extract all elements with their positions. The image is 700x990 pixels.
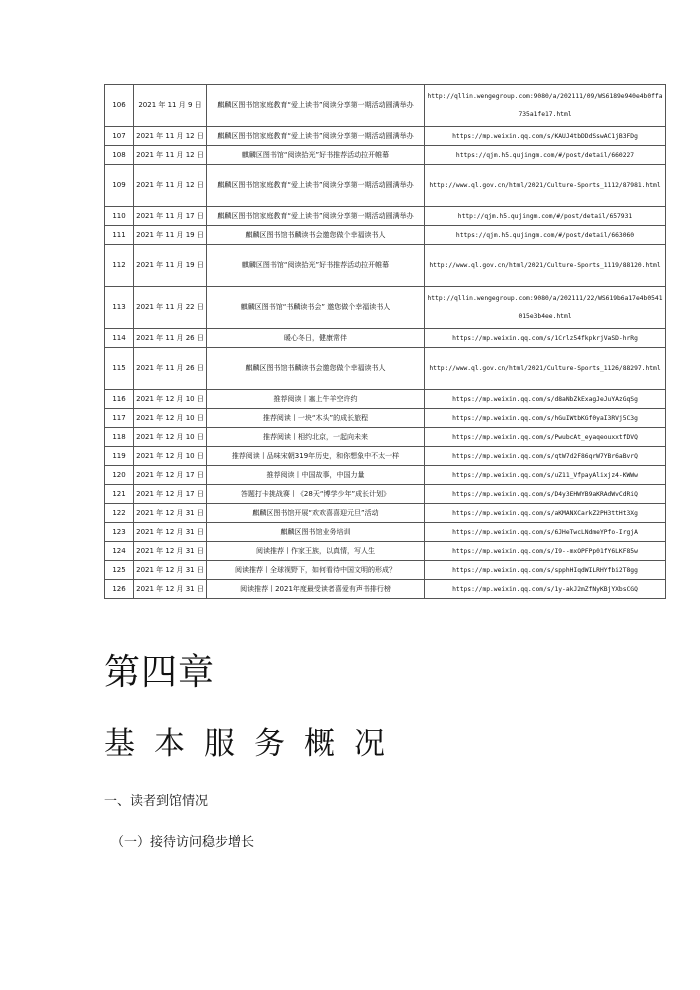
row-date-cell: 2021 年 12 月 31 日 <box>134 561 207 580</box>
row-title-cell: 麒麟区图书馆书麟读书会邀您做个幸福读书人 <box>207 348 425 390</box>
row-date-cell: 2021 年 11 月 19 日 <box>134 226 207 245</box>
row-title-cell: 推荐阅读丨品味宋朝319年历史，和你想象中不太一样 <box>207 447 425 466</box>
row-title-cell: 阅读推荐丨全球视野下，如何看待中国文明的形成？ <box>207 561 425 580</box>
row-number-cell: 118 <box>105 428 134 447</box>
row-url-cell[interactable]: https://mp.weixin.qq.com/s/1Crlz54fkpkrjVaSD-hrRg <box>425 329 666 348</box>
row-url-cell[interactable]: https://mp.weixin.qq.com/s/1y-akJ2mZfNyKBjYXbsCGQ <box>425 580 666 599</box>
row-number-cell: 111 <box>105 226 134 245</box>
table-row <box>105 485 666 504</box>
row-number-cell: 122 <box>105 504 134 523</box>
row-number-cell: 108 <box>105 146 134 165</box>
row-number-cell: 120 <box>105 466 134 485</box>
section-title: 基本服务概况 <box>104 726 404 762</box>
row-url-cell[interactable]: https://mp.weixin.qq.com/s/PwubcAt_eyaqeouxxtfDVQ <box>425 428 666 447</box>
row-title-cell: 麒麟区图书馆“书麟读书会” 邀您做个幸福读书人 <box>207 287 425 329</box>
row-url-cell[interactable]: http://www.ql.gov.cn/html/2021/Culture-Sports_1119/88120.html <box>425 245 666 287</box>
row-date-cell: 2021 年 12 月 10 日 <box>134 409 207 428</box>
table-row <box>105 85 666 127</box>
chapter-heading: 第四章 <box>104 652 216 693</box>
row-date-cell: 2021 年 12 月 10 日 <box>134 428 207 447</box>
row-title-cell: 推荐阅读丨一块“木头”的成长旅程 <box>207 409 425 428</box>
table-row <box>105 127 666 146</box>
row-number-cell: 125 <box>105 561 134 580</box>
row-date-cell: 2021 年 11 月 9 日 <box>134 85 207 127</box>
row-title-cell: 麒麟区图书馆家庭教育“爱上读书”阅读分享第一期活动圆满举办 <box>207 207 425 226</box>
row-date-cell: 2021 年 11 月 22 日 <box>134 287 207 329</box>
row-title-cell: 麒麟区图书馆业务培训 <box>207 523 425 542</box>
row-title-cell: 麒麟区图书馆家庭教育“爱上读书”阅读分享第一期活动圆满举办 <box>207 127 425 146</box>
row-number-cell: 109 <box>105 165 134 207</box>
table-row <box>105 542 666 561</box>
row-date-cell: 2021 年 11 月 26 日 <box>134 329 207 348</box>
row-url-cell[interactable]: https://mp.weixin.qq.com/s/uZ11_VfpayAlixjz4-KWWw <box>425 466 666 485</box>
table-row <box>105 561 666 580</box>
row-url-cell[interactable]: https://mp.weixin.qq.com/s/qtW7d2F86qrW7YBr6aBvrQ <box>425 447 666 466</box>
table-row <box>105 207 666 226</box>
row-url-cell[interactable]: https://mp.weixin.qq.com/s/KAUJ4tbDDdSswAC1jB3FDg <box>425 127 666 146</box>
table-row <box>105 447 666 466</box>
table-row <box>105 348 666 390</box>
row-number-cell: 123 <box>105 523 134 542</box>
row-number-cell: 126 <box>105 580 134 599</box>
row-title-cell: 麒麟区图书馆家庭教育“爱上读书”阅读分享第一期活动圆满举办 <box>207 85 425 127</box>
table-row <box>105 226 666 245</box>
heading-readers-visits: 一、读者到馆情况 <box>104 794 209 809</box>
row-title-cell: 麒麟区图书馆“阅读拾光”好书推荐活动拉开帷幕 <box>207 146 425 165</box>
row-title-cell: 阅读推荐丨作家王族，以真情，写人生 <box>207 542 425 561</box>
row-date-cell: 2021 年 11 月 26 日 <box>134 348 207 390</box>
row-url-cell[interactable]: http://qllin.wengegroup.com:9080/a/202111/09/WS6189e940e4b0ffa735a1fe17.html <box>425 85 666 127</box>
row-date-cell: 2021 年 11 月 12 日 <box>134 127 207 146</box>
row-date-cell: 2021 年 12 月 10 日 <box>134 390 207 409</box>
row-number-cell: 112 <box>105 245 134 287</box>
row-number-cell: 110 <box>105 207 134 226</box>
table-row <box>105 245 666 287</box>
row-title-cell: 麒麟区图书馆“阅读拾光”好书推荐活动拉开帷幕 <box>207 245 425 287</box>
row-date-cell: 2021 年 12 月 10 日 <box>134 447 207 466</box>
row-url-cell[interactable]: https://mp.weixin.qq.com/s/d8aNbZkExagJeJuYAzGqSg <box>425 390 666 409</box>
row-date-cell: 2021 年 11 月 12 日 <box>134 165 207 207</box>
row-date-cell: 2021 年 12 月 31 日 <box>134 580 207 599</box>
row-number-cell: 116 <box>105 390 134 409</box>
row-url-cell[interactable]: https://qjm.h5.qujingm.com/#/post/detail/663060 <box>425 226 666 245</box>
row-url-cell[interactable]: http://qjm.h5.qujingm.com/#/post/detail/657931 <box>425 207 666 226</box>
row-url-cell[interactable]: https://mp.weixin.qq.com/s/aKMANXCarkZ2PH3ttHt3Xg <box>425 504 666 523</box>
heading-reception-growth: （一）接待访问稳步增长 <box>111 835 255 850</box>
row-number-cell: 117 <box>105 409 134 428</box>
row-date-cell: 2021 年 11 月 19 日 <box>134 245 207 287</box>
row-number-cell: 121 <box>105 485 134 504</box>
table-row <box>105 504 666 523</box>
row-title-cell: 推荐阅读丨中国故事，中国力量 <box>207 466 425 485</box>
row-url-cell[interactable]: https://mp.weixin.qq.com/s/hGuIWtbKGf0yaI3RVj5C3g <box>425 409 666 428</box>
row-number-cell: 107 <box>105 127 134 146</box>
row-url-cell[interactable]: https://mp.weixin.qq.com/s/spphHIqdWILRHYfbi2T8gg <box>425 561 666 580</box>
row-date-cell: 2021 年 12 月 31 日 <box>134 523 207 542</box>
table-row <box>105 390 666 409</box>
row-url-cell[interactable]: https://mp.weixin.qq.com/s/I9--mxOPFPp01fY6LKF85w <box>425 542 666 561</box>
row-title-cell: 答题打卡挑战赛丨《28天“博学少年”成长计划》 <box>207 485 425 504</box>
table-row <box>105 523 666 542</box>
table-row <box>105 428 666 447</box>
table-row <box>105 146 666 165</box>
article-table <box>104 84 666 599</box>
row-number-cell: 119 <box>105 447 134 466</box>
row-title-cell: 阅读推荐丨2021年度最受读者喜爱有声书排行榜 <box>207 580 425 599</box>
row-url-cell[interactable]: https://mp.weixin.qq.com/s/6JHeTwcLNdmeYPfo-IrgjA <box>425 523 666 542</box>
row-date-cell: 2021 年 12 月 31 日 <box>134 504 207 523</box>
row-date-cell: 2021 年 11 月 12 日 <box>134 146 207 165</box>
row-date-cell: 2021 年 11 月 17 日 <box>134 207 207 226</box>
row-title-cell: 暖心冬日，健康常伴 <box>207 329 425 348</box>
row-date-cell: 2021 年 12 月 17 日 <box>134 466 207 485</box>
row-date-cell: 2021 年 12 月 31 日 <box>134 542 207 561</box>
table-row <box>105 287 666 329</box>
row-number-cell: 106 <box>105 85 134 127</box>
row-title-cell: 推荐阅读丨相约北京，一起向未来 <box>207 428 425 447</box>
row-title-cell: 麒麟区图书馆家庭教育“爱上读书”阅读分享第一期活动圆满举办 <box>207 165 425 207</box>
table-row <box>105 329 666 348</box>
row-title-cell: 推荐阅读丨塞上牛羊空许约 <box>207 390 425 409</box>
row-url-cell[interactable]: http://www.ql.gov.cn/html/2021/Culture-Sports_1112/87981.html <box>425 165 666 207</box>
row-number-cell: 114 <box>105 329 134 348</box>
row-url-cell[interactable]: http://qllin.wengegroup.com:9080/a/202111/22/WS619b6a17e4b0541015e3b4ee.html <box>425 287 666 329</box>
row-date-cell: 2021 年 12 月 17 日 <box>134 485 207 504</box>
table-row <box>105 580 666 599</box>
row-number-cell: 113 <box>105 287 134 329</box>
row-url-cell[interactable]: https://mp.weixin.qq.com/s/D4y3EHWYB9aKRAdWvCdRiQ <box>425 485 666 504</box>
row-url-cell[interactable]: http://www.ql.gov.cn/html/2021/Culture-Sports_1126/88297.html <box>425 348 666 390</box>
row-url-cell[interactable]: https://qjm.h5.qujingm.com/#/post/detail/660227 <box>425 146 666 165</box>
row-number-cell: 124 <box>105 542 134 561</box>
table-row <box>105 466 666 485</box>
row-title-cell: 麒麟区图书馆开展“欢欢喜喜迎元旦”活动 <box>207 504 425 523</box>
row-title-cell: 麒麟区图书馆书麟读书会邀您做个幸福读书人 <box>207 226 425 245</box>
table-row <box>105 165 666 207</box>
table-row <box>105 409 666 428</box>
row-number-cell: 115 <box>105 348 134 390</box>
